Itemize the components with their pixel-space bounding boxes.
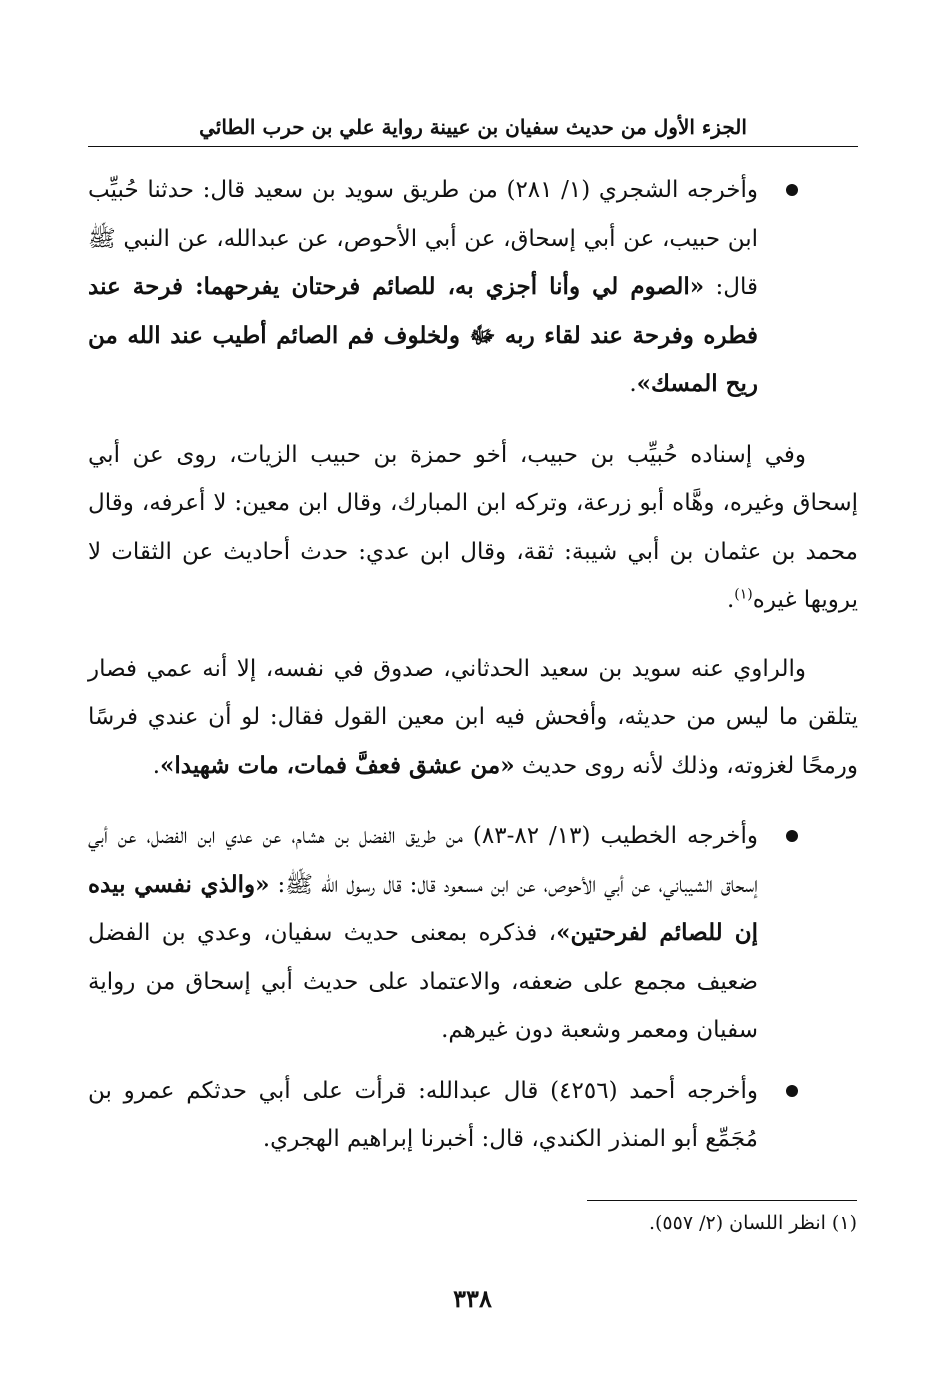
paragraph-shajari-end: . (629, 371, 637, 397)
paragraph-khatib (88, 812, 858, 1055)
quoted-hadith: «من عشق فعفَّ فمات، مات شهيدا» (160, 751, 515, 779)
footnote-divider (587, 1200, 857, 1201)
page-body (88, 166, 858, 1164)
footnote-reference: (١) (734, 586, 753, 603)
paragraph-ahmad (88, 1067, 858, 1164)
hadith-text: «والذي نفسي بيده إن للصائم لفرحتين» (88, 870, 758, 946)
running-header: الجزء الأول من حديث سفيان بن عيينة رواية علي بن حرب الطائي (88, 112, 858, 147)
paragraph-shajari-intro: وأخرجه الشجري (١/ ٢٨١) من طريق سويد بن سعيد قال: حدثنا حُبيِّب ابن حبيب، عن أبي إسحاق، عن أبي الأحوص، عن عبدالله، عن النبي ﷺ قال: (88, 177, 758, 300)
paragraph-ahmad-text: وأخرجه أحمد (٤٢٥٦) قال عبدالله: قرأت على أبي حدثكم عمرو بن مُجَمِّع أبو المنذر الكندي، قال: أخبرنا إبراهيم الهجري. (88, 1077, 758, 1152)
paragraph-rawi-text: والراوي عنه سويد بن سعيد الحدثاني، صدوق في نفسه، إلا أنه عمي فصار يتلقن ما ليس من حديثه، وأفحش فيه ابن معين القول فقال: لو أن عندي فرسًا ورمحًا لغزوته، وذلك لأنه روى حديث (88, 655, 858, 779)
paragraph-isnad-text: وفي إسناده حُبيِّب بن حبيب، أخو حمزة بن حبيب الزيات، روى عن أبي إسحاق وغيره، وهَّاه أبو زرعة، وتركه ابن المبارك، وقال ابن معين: لا أعرفه، وقال محمد بن عثمان بن أبي شيبة: ثقة، وقال ابن عدي: حدث أحاديث عن الثقات لا يرويها غيره (88, 441, 858, 613)
paragraph-rawi-end: . (152, 752, 161, 779)
paragraph-shajari (88, 166, 858, 409)
bullet-icon (784, 166, 800, 214)
paragraph-isnad-end: . (726, 587, 735, 613)
paragraph-khatib-rest: ، فذكره بمعنى حديث سفيان، وعدي بن الفضل ضعيف مجمع على ضعفه، والاعتماد على حديث أبي إسحاق من رواية سفيان ومعمر وشعبة دون غيرهم. (88, 920, 758, 1043)
paragraph-khatib-intro: وأخرجه الخطيب (١٣/ ٨٢-٨٣) من طريق الفضل بن هشام، عن عدي ابن الفضل، عن أبي إسحاق الشيباني، عن أبي الأحوص، عن ابن مسعود قال: قال رسول الله ﷺ: (88, 823, 758, 898)
bullet-icon (784, 1067, 800, 1115)
bullet-icon (784, 812, 800, 860)
hadith-text: «الصوم لي وأنا أجزي به، للصائم فرحتان يفرحهما: فرحة عند فطره وفرحة عند لقاء ربه ﷻ ولخلوف فم الصائم أطيب عند الله من ريح المسك» (88, 273, 758, 397)
paragraph-rawi (88, 645, 858, 791)
footnote: (١) انظر اللسان (٢/ ٥٥٧). (648, 1212, 857, 1234)
paragraph-isnad (88, 431, 858, 625)
page-number: ٣٣٨ (453, 1284, 492, 1313)
